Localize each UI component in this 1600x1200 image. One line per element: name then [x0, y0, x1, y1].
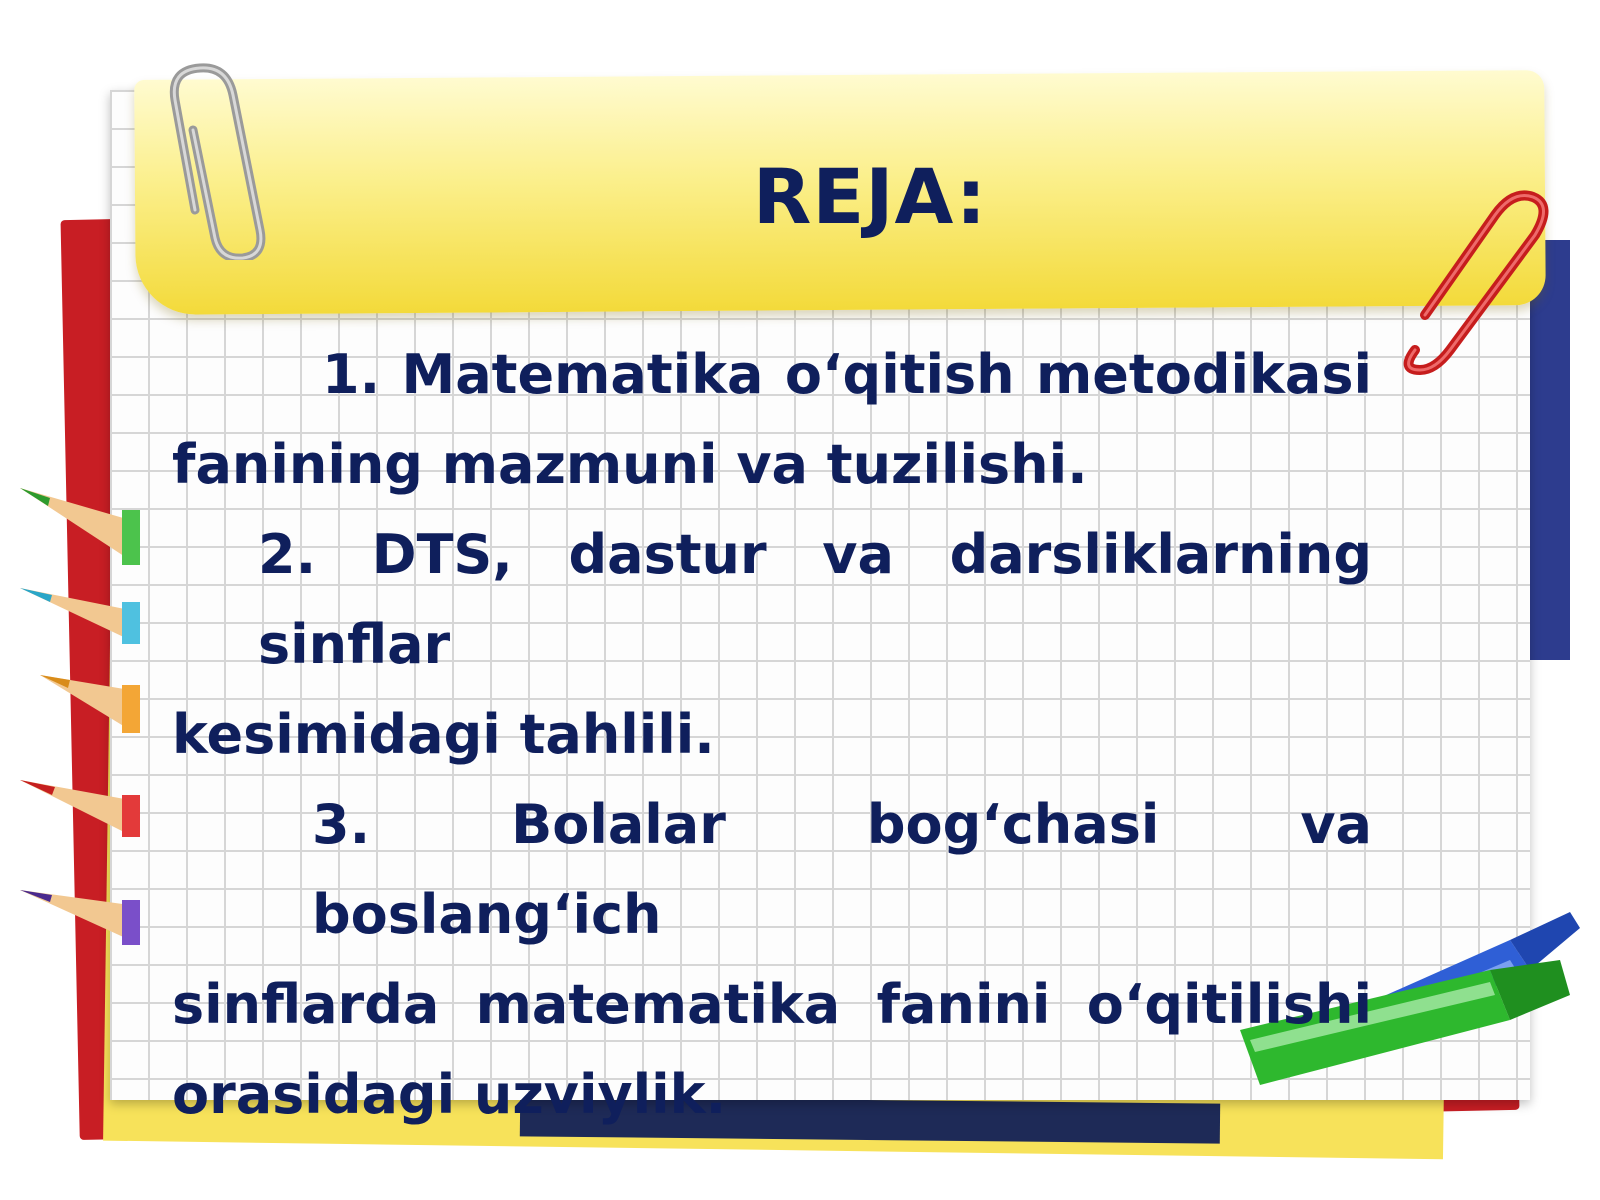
item-3-line-2: sinflarda matematika fanini o‘qitilishi [172, 973, 1372, 1036]
list-item [172, 780, 1372, 1140]
item-3-line-3: orasidagi uzviylik. [172, 1063, 727, 1126]
item-1-line-2: fanining mazmuni va tuzilishi. [172, 433, 1088, 496]
item-3-line-1: 3. Bolalar bog‘chasi va boslang‘ich [312, 793, 1372, 946]
list-item [172, 330, 1372, 510]
item-2-line-2: kesimidagi tahlili. [172, 703, 715, 766]
plan-list [172, 330, 1372, 1140]
slide-title: REJA: [752, 152, 988, 241]
pencil-icon [10, 480, 140, 950]
item-2-line-1: 2. DTS, dastur va darsliklarning sinflar [258, 523, 1372, 676]
item-1-line-1: 1. Matematika o‘qitish metodikasi [322, 343, 1372, 406]
list-item [172, 510, 1372, 780]
